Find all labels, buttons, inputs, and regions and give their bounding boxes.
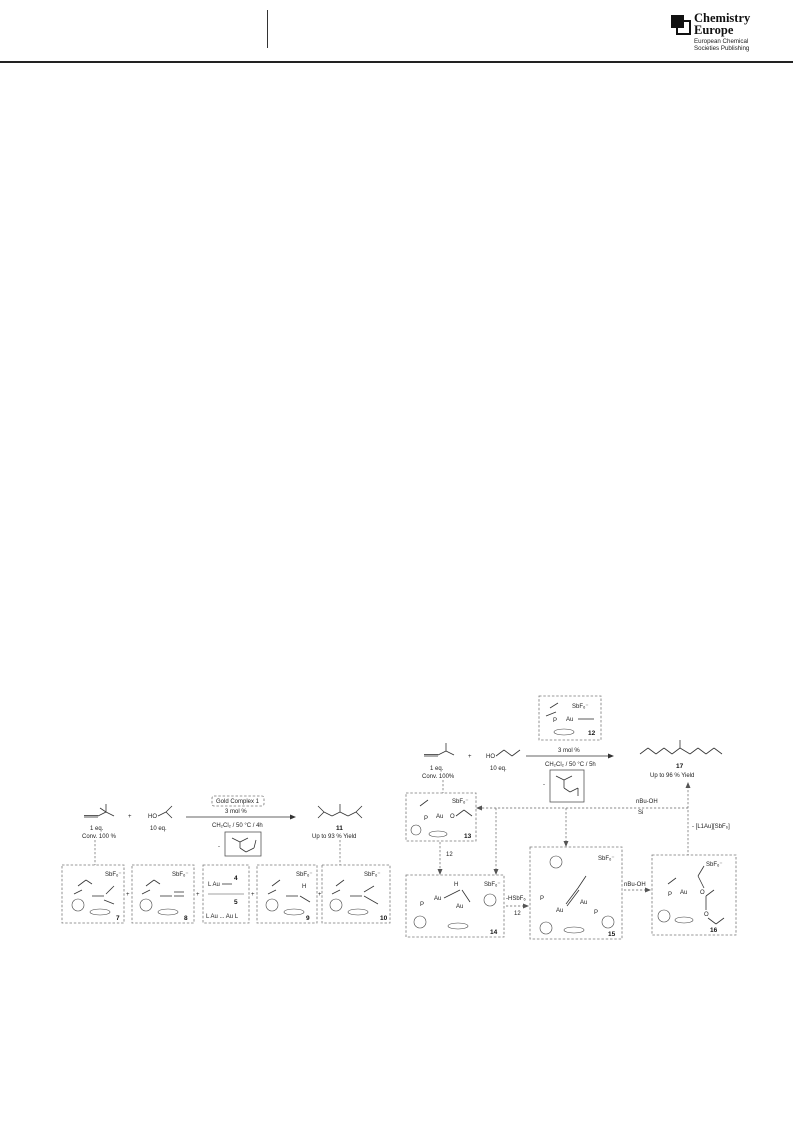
- left-complex-10-box: [322, 865, 390, 923]
- label-10: 10: [380, 915, 388, 922]
- plus-45-9: +: [251, 892, 255, 898]
- left-complex-9-box: [257, 865, 317, 923]
- left-plus: +: [128, 814, 132, 820]
- right-connector-to-15-arrowhead: [564, 841, 569, 847]
- right-connector-top-arrowhead: [476, 806, 482, 811]
- counterion-8: SbF₆⁻: [172, 872, 189, 878]
- right-catalyst-12-box: [539, 696, 601, 740]
- right-minus-complex: - [L1Au][SbF₆]: [692, 824, 730, 830]
- right-plus: +: [468, 754, 472, 760]
- cat15-P2: P: [594, 910, 599, 916]
- right-byproduct-minus: -: [543, 782, 545, 788]
- cat16-Au: Au: [680, 890, 688, 896]
- label-16: 16: [710, 927, 718, 934]
- right-nbuoh-top: nBu-OH: [636, 799, 658, 805]
- cat14-P1: P: [420, 902, 425, 908]
- right-connector-to-14-arrowhead: [494, 869, 499, 875]
- counterion-7: SbF₆⁻: [105, 872, 122, 878]
- cat13-O: O: [450, 814, 455, 820]
- left-alkynylsilane-structure: [84, 804, 114, 817]
- right-connector-up-arrowhead: [686, 782, 691, 788]
- right-reactant1-conv: Conv. 100%: [422, 774, 455, 780]
- chemistry-europe-logo: [670, 12, 788, 58]
- right-connector-13-14-arrowhead: [438, 869, 443, 875]
- cat14-H: H: [454, 882, 459, 888]
- right-arrow-15-16-arrowhead: [645, 888, 651, 893]
- right-nbuoh-mid: nBu-OH: [624, 882, 646, 888]
- header-separator: [267, 10, 268, 48]
- right-product-number: 17: [676, 763, 684, 770]
- label-9: 9: [306, 915, 310, 922]
- plus-7-8: +: [126, 892, 130, 898]
- cat12-Au: Au: [566, 717, 574, 723]
- label-12: 12: [588, 730, 596, 737]
- right-hsbf6: -HSbF₆: [506, 896, 526, 902]
- left-reactant1-eq: 1 eq.: [90, 826, 104, 832]
- label-8: 8: [184, 915, 188, 922]
- chemistry-europe-logo-icon: [670, 14, 692, 36]
- label-14: 14: [490, 929, 498, 936]
- logo-title-line1: Chemistry: [694, 11, 751, 25]
- left-complex-7-box: [62, 865, 124, 923]
- right-reactant1-eq: 1 eq.: [430, 766, 444, 772]
- left-catalyst-loading: 3 mol %: [225, 809, 247, 815]
- left-byproduct-minus: -: [218, 844, 220, 850]
- cat13-P: P: [424, 816, 429, 822]
- counterion-12: SbF₆⁻: [572, 704, 589, 710]
- counterion-15: SbF₆⁻: [598, 856, 615, 862]
- left-complex-4-5-box: [203, 865, 249, 923]
- logo-subtitle: [694, 38, 749, 52]
- logo-sub-line2: Societies Publishing: [694, 45, 750, 52]
- label-4: 4: [234, 875, 238, 882]
- cat15-Au1: Au: [556, 908, 564, 914]
- box9-H: H: [302, 884, 307, 890]
- left-reaction-arrowhead: [290, 815, 296, 820]
- left-reactant2-eq: 10 eq.: [150, 826, 167, 832]
- left-complex-8-box: [132, 865, 194, 923]
- right-butanol-structure: [496, 750, 520, 756]
- left-reactant1-conv: Conv. 100 %: [82, 834, 116, 840]
- header-rule: [0, 61, 793, 63]
- left-product-yield: Up to 93 % Yield: [312, 834, 357, 840]
- left-catalyst-label: Gold Complex 1: [216, 799, 260, 805]
- left-product-number: 11: [336, 825, 343, 832]
- right-12-label-a: 12: [446, 852, 453, 858]
- right-product-acetal-structure: [640, 740, 722, 754]
- logo-sub-line1: European Chemical: [694, 38, 749, 45]
- cat13-Au: Au: [436, 814, 444, 820]
- right-complex-13-box: [406, 793, 476, 841]
- cat16-P: P: [668, 892, 673, 898]
- label-13: 13: [464, 833, 472, 840]
- label-5: 5: [234, 899, 238, 906]
- right-complex-16-box: [652, 855, 736, 935]
- right-si-top: Si: [638, 810, 644, 816]
- cat15-Au2: Au: [580, 900, 588, 906]
- right-alcohol-ho: HO: [486, 754, 495, 760]
- right-conditions: CH₂Cl₂ / 50 °C / 5h: [545, 762, 596, 768]
- cat16-O1: O: [700, 890, 705, 896]
- logo-title: [694, 12, 750, 36]
- left-conditions: CH₂Cl₂ / 50 °C / 4h: [212, 823, 263, 829]
- box45-dimer: L Au ... Au L: [206, 914, 239, 920]
- right-product-yield: Up to 96 % Yield: [650, 773, 695, 779]
- right-arrow-14-15-arrowhead: [523, 904, 529, 909]
- right-complex-15-box: [530, 847, 622, 939]
- reaction-scheme-figure: [0, 690, 793, 960]
- box45-L-Au: L Au: [208, 882, 220, 888]
- right-complex-14-box: [406, 875, 504, 937]
- label-15: 15: [608, 931, 616, 938]
- plus-9-10: +: [318, 892, 322, 898]
- right-byproduct-box: [550, 770, 584, 802]
- right-reaction-arrowhead: [608, 754, 614, 759]
- counterion-10: SbF₆⁻: [364, 872, 381, 878]
- counterion-13: SbF₆⁻: [452, 799, 469, 805]
- left-isopropanol-structure: [158, 806, 172, 818]
- cat16-O2: O: [704, 912, 709, 918]
- logo-title-line2: Europe: [694, 23, 734, 37]
- left-alcohol-ho: HO: [148, 814, 157, 820]
- cat14-Au1: Au: [434, 896, 442, 902]
- cat14-Au2: Au: [456, 904, 464, 910]
- right-alkynylsilane-structure: [424, 743, 454, 756]
- right-scheme: [406, 696, 736, 939]
- left-product-acetal-structure: [318, 804, 362, 818]
- right-reactant2-eq: 10 eq.: [490, 766, 507, 772]
- right-catalyst-loading: 3 mol %: [558, 748, 580, 754]
- label-7: 7: [116, 915, 120, 922]
- cat15-P1: P: [540, 896, 545, 902]
- cat12-P: P: [553, 718, 558, 724]
- counterion-16: SbF₆⁻: [706, 862, 723, 868]
- plus-8-45: +: [196, 892, 200, 898]
- left-byproduct-box: [225, 832, 261, 856]
- counterion-9: SbF₆⁻: [296, 872, 313, 878]
- counterion-14: SbF₆⁻: [484, 882, 501, 888]
- right-12-label-b: 12: [514, 911, 521, 917]
- left-scheme: [62, 796, 390, 923]
